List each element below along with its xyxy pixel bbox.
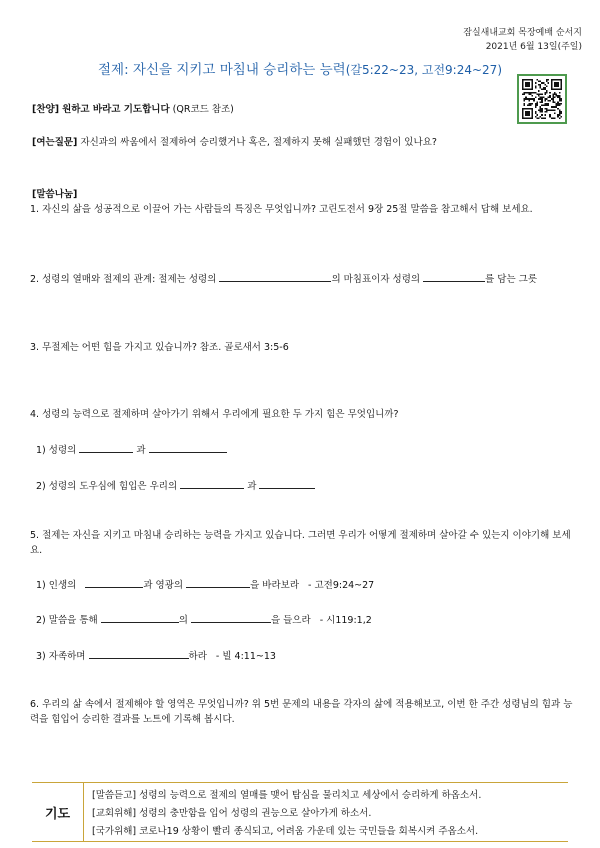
q5-2-text-a: 2) 말씀을 통해 xyxy=(36,615,98,626)
q5-3-reference: - 빌 4:11~13 xyxy=(215,651,276,662)
q5-1-text-a: 1) 인생의 xyxy=(36,580,77,591)
q5-3-text-b: 하라 xyxy=(188,651,207,662)
q5-2-text-b: 의 xyxy=(178,615,188,626)
qr-code-icon[interactable] xyxy=(517,74,567,124)
q5-item-1 xyxy=(36,577,374,591)
service-date: 2021년 6월 13일(주일) xyxy=(485,42,582,52)
q5-1-text-c: 을 바라보라 xyxy=(250,580,300,591)
q4-2-blank-2[interactable] xyxy=(259,479,315,489)
question-4: 4. 성령의 능력으로 절제하며 살아가기 위해서 우리에게 필요한 두 가지 힘은 무엇입니까? xyxy=(30,409,399,420)
q4-item-1 xyxy=(36,442,227,456)
praise-tag: [찬양] xyxy=(32,104,60,115)
praise-note: (QR코드 참조) xyxy=(172,104,234,115)
qr-code-graphic xyxy=(522,79,562,119)
opening-question xyxy=(32,134,437,148)
q5-2-blank-2[interactable] xyxy=(191,613,271,623)
q4-1-blank-1[interactable] xyxy=(79,443,133,453)
question-6: 6. 우리의 삶 속에서 절제해야 할 영역은 무엇입니까? 위 5번 문제의 내용을 각자의 삶에 적용해보고, 이번 한 주간 성령님의 힘과 능력을 힘입어 승리한 결과를 노트에 기록해 봅시다. xyxy=(30,699,573,725)
opening-text: 자신과의 싸움에서 절제하여 승리했거나 혹은, 절제하지 못해 실패했던 경험이 있나요? xyxy=(80,137,437,148)
q2-text-c: 를 담는 그릇 xyxy=(485,274,538,285)
q4-2-text-a: 2) 성령의 도우심에 힘입은 우리의 xyxy=(36,481,178,492)
title-reference: (갈5:22~23, 고전9:24~27) xyxy=(345,63,502,77)
q2-blank-2[interactable] xyxy=(423,272,485,282)
q4-1-text-b: 과 xyxy=(136,445,146,456)
q2-blank-1[interactable] xyxy=(219,272,331,282)
q4-item-2 xyxy=(36,478,315,492)
q5-3-blank-1[interactable] xyxy=(89,649,189,659)
q5-2-blank-1[interactable] xyxy=(101,613,179,623)
q5-item-2 xyxy=(36,612,372,626)
q5-2-text-c: 을 들으라 xyxy=(270,615,311,626)
q2-text-a: 2. 성령의 열매와 절제의 관계: 절제는 성령의 xyxy=(30,274,217,285)
praise-song: 원하고 바라고 기도합니다 xyxy=(62,104,170,115)
q5-3-text-a: 3) 자족하며 xyxy=(36,651,86,662)
q4-2-blank-1[interactable] xyxy=(180,479,244,489)
header-info xyxy=(463,26,582,54)
q5-1-blank-2[interactable] xyxy=(186,578,250,588)
sharing-heading: [말씀나눔] xyxy=(32,189,78,200)
prayer-lines xyxy=(92,787,481,841)
q4-1-text-a: 1) 성령의 xyxy=(36,445,77,456)
q4-1-blank-2[interactable] xyxy=(149,443,227,453)
question-5: 5. 절제는 자신을 지키고 마침내 승리하는 능력을 가지고 있습니다. 그러면 우리가 어떻게 절제하며 살아갈 수 있는지 이야기해 보세요. xyxy=(30,530,571,556)
question-2 xyxy=(30,272,578,287)
prayer-line-church: [교회위해] 성령의 충만함을 입어 성령의 권능으로 살아가게 하소서. xyxy=(92,808,372,819)
prayer-label: 기도 xyxy=(32,783,84,841)
q5-2-reference: - 시119:1,2 xyxy=(319,615,372,626)
q4-2-text-b: 과 xyxy=(247,481,257,492)
q5-item-3 xyxy=(36,648,276,662)
q2-text-b: 의 마침표이자 성령의 xyxy=(331,274,421,285)
q5-1-blank-1[interactable] xyxy=(85,578,143,588)
q5-1-text-b: 과 영광의 xyxy=(143,580,184,591)
prayer-box xyxy=(32,782,568,842)
q5-1-reference: - 고전9:24~27 xyxy=(308,580,375,591)
church-name: 잠실새내교회 목장예배 순서지 xyxy=(463,28,582,38)
prayer-line-nation: [국가위해] 코로나19 상황이 빨리 종식되고, 어려움 가운데 있는 국민들을 회복시켜 주옵소서. xyxy=(92,826,479,837)
sermon-title xyxy=(0,58,600,78)
question-1: 1. 자신의 삶을 성공적으로 이끌어 가는 사람들의 특징은 무엇입니까? 고린도전서 9장 25절 말씀을 참고해서 답해 보세요. xyxy=(30,204,533,215)
opening-tag: [여는질문] xyxy=(32,137,78,148)
title-main: 절제: 자신을 지키고 마침내 승리하는 능력 xyxy=(97,62,346,78)
praise-line xyxy=(32,101,234,115)
question-3: 3. 무절제는 어떤 힘을 가지고 있습니까? 참조. 골로새서 3:5-6 xyxy=(30,342,289,353)
prayer-line-word: [말씀듣고] 성령의 능력으로 절제의 열매를 맺어 탐심을 물리치고 세상에서 승리하게 하옵소서. xyxy=(92,790,482,801)
